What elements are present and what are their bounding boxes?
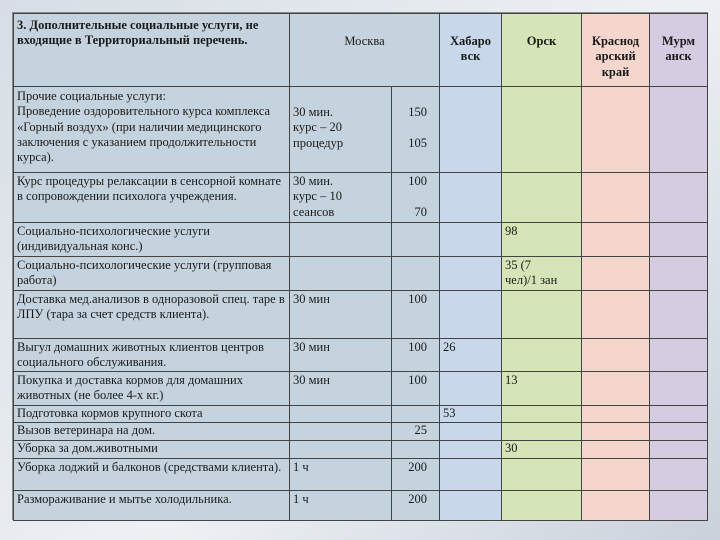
duration-r12: 1 ч [290, 490, 392, 520]
row-label-r7: Покупка и доставка кормов для домашних животных (не более 4-х кг.) [14, 371, 290, 405]
row-label-r5: Доставка мед.анализов в одноразовой спец. таре в ЛПУ (тара за счет средств клиента). [14, 291, 290, 339]
table-row [14, 405, 708, 422]
table-row [14, 458, 708, 490]
row-label-1 [14, 87, 290, 173]
duration-r2: 30 мин. курс – 10 сеансов [290, 173, 392, 223]
services-table [13, 13, 708, 521]
orsk-r1 [502, 87, 582, 173]
row-label-r9: Вызов ветеринара на дом. [14, 422, 290, 440]
header-row [14, 14, 708, 87]
price-r9: 25 [392, 422, 440, 440]
orsk-r10: 30 [502, 440, 582, 458]
table-row [14, 173, 708, 223]
row-label-r1: Проведение оздоровительного курса комплекса «Горный воздух» (при наличии медицинского заключения с указанием продолжительности курса). [17, 104, 271, 165]
duration-r5: 30 мин [290, 291, 392, 339]
header-murmansk: Мурм анск [650, 14, 708, 87]
row-label-r12: Размораживание и мытье холодильника. [14, 490, 290, 520]
khab-r6: 26 [440, 339, 502, 372]
row-label-r3: Социально-психологические услуги (индивидуальная конс.) [14, 223, 290, 257]
header-moscow: Москва [290, 14, 440, 87]
kras-r1 [582, 87, 650, 173]
header-title: 3. Дополнительные социальные услуги, не входящие в Территориальный перечень. [14, 14, 290, 87]
table-row [14, 440, 708, 458]
duration-r11: 1 ч [290, 458, 392, 490]
price-r11: 200 [392, 458, 440, 490]
khab-r8: 53 [440, 405, 502, 422]
duration-r1: 30 мин. курс – 20 процедур [290, 87, 392, 173]
table-row [14, 257, 708, 291]
row-label-r2: Курс процедуры релаксации в сенсорной комнате в сопровождении психолога учреждения. [14, 173, 290, 223]
table-row [14, 339, 708, 372]
row-label-r6: Выгул домашних животных клиентов центров социального обслуживания. [14, 339, 290, 372]
row-label-r4: Социально-психологические услуги (групповая работа) [14, 257, 290, 291]
duration-r6: 30 мин [290, 339, 392, 372]
orsk-r3: 98 [502, 223, 582, 257]
price-r12: 200 [392, 490, 440, 520]
price-r5: 100 [392, 291, 440, 339]
table-frame [12, 12, 708, 520]
table-row [14, 490, 708, 520]
header-khabarovsk: Хабаро вск [440, 14, 502, 87]
khab-r1 [440, 87, 502, 173]
price-r1: 150 105 [392, 87, 440, 173]
table-row [14, 371, 708, 405]
row-label-r10: Уборка за дом.животными [14, 440, 290, 458]
murm-r1 [650, 87, 708, 173]
price-r6: 100 [392, 339, 440, 372]
orsk-r4: 35 (7 чел)/1 зан [502, 257, 582, 291]
table-row [14, 87, 708, 173]
table-row [14, 291, 708, 339]
intro-label: Прочие социальные услуги: [17, 89, 166, 103]
header-krasnodar: Краснод арский край [582, 14, 650, 87]
table-row [14, 422, 708, 440]
duration-r7: 30 мин [290, 371, 392, 405]
price-r2: 100 70 [392, 173, 440, 223]
row-label-r8: Подготовка кормов крупного скота [14, 405, 290, 422]
table-row [14, 223, 708, 257]
header-orsk: Орск [502, 14, 582, 87]
row-label-r11: Уборка лоджий и балконов (средствами клиента). [14, 458, 290, 490]
orsk-r7: 13 [502, 371, 582, 405]
price-r7: 100 [392, 371, 440, 405]
